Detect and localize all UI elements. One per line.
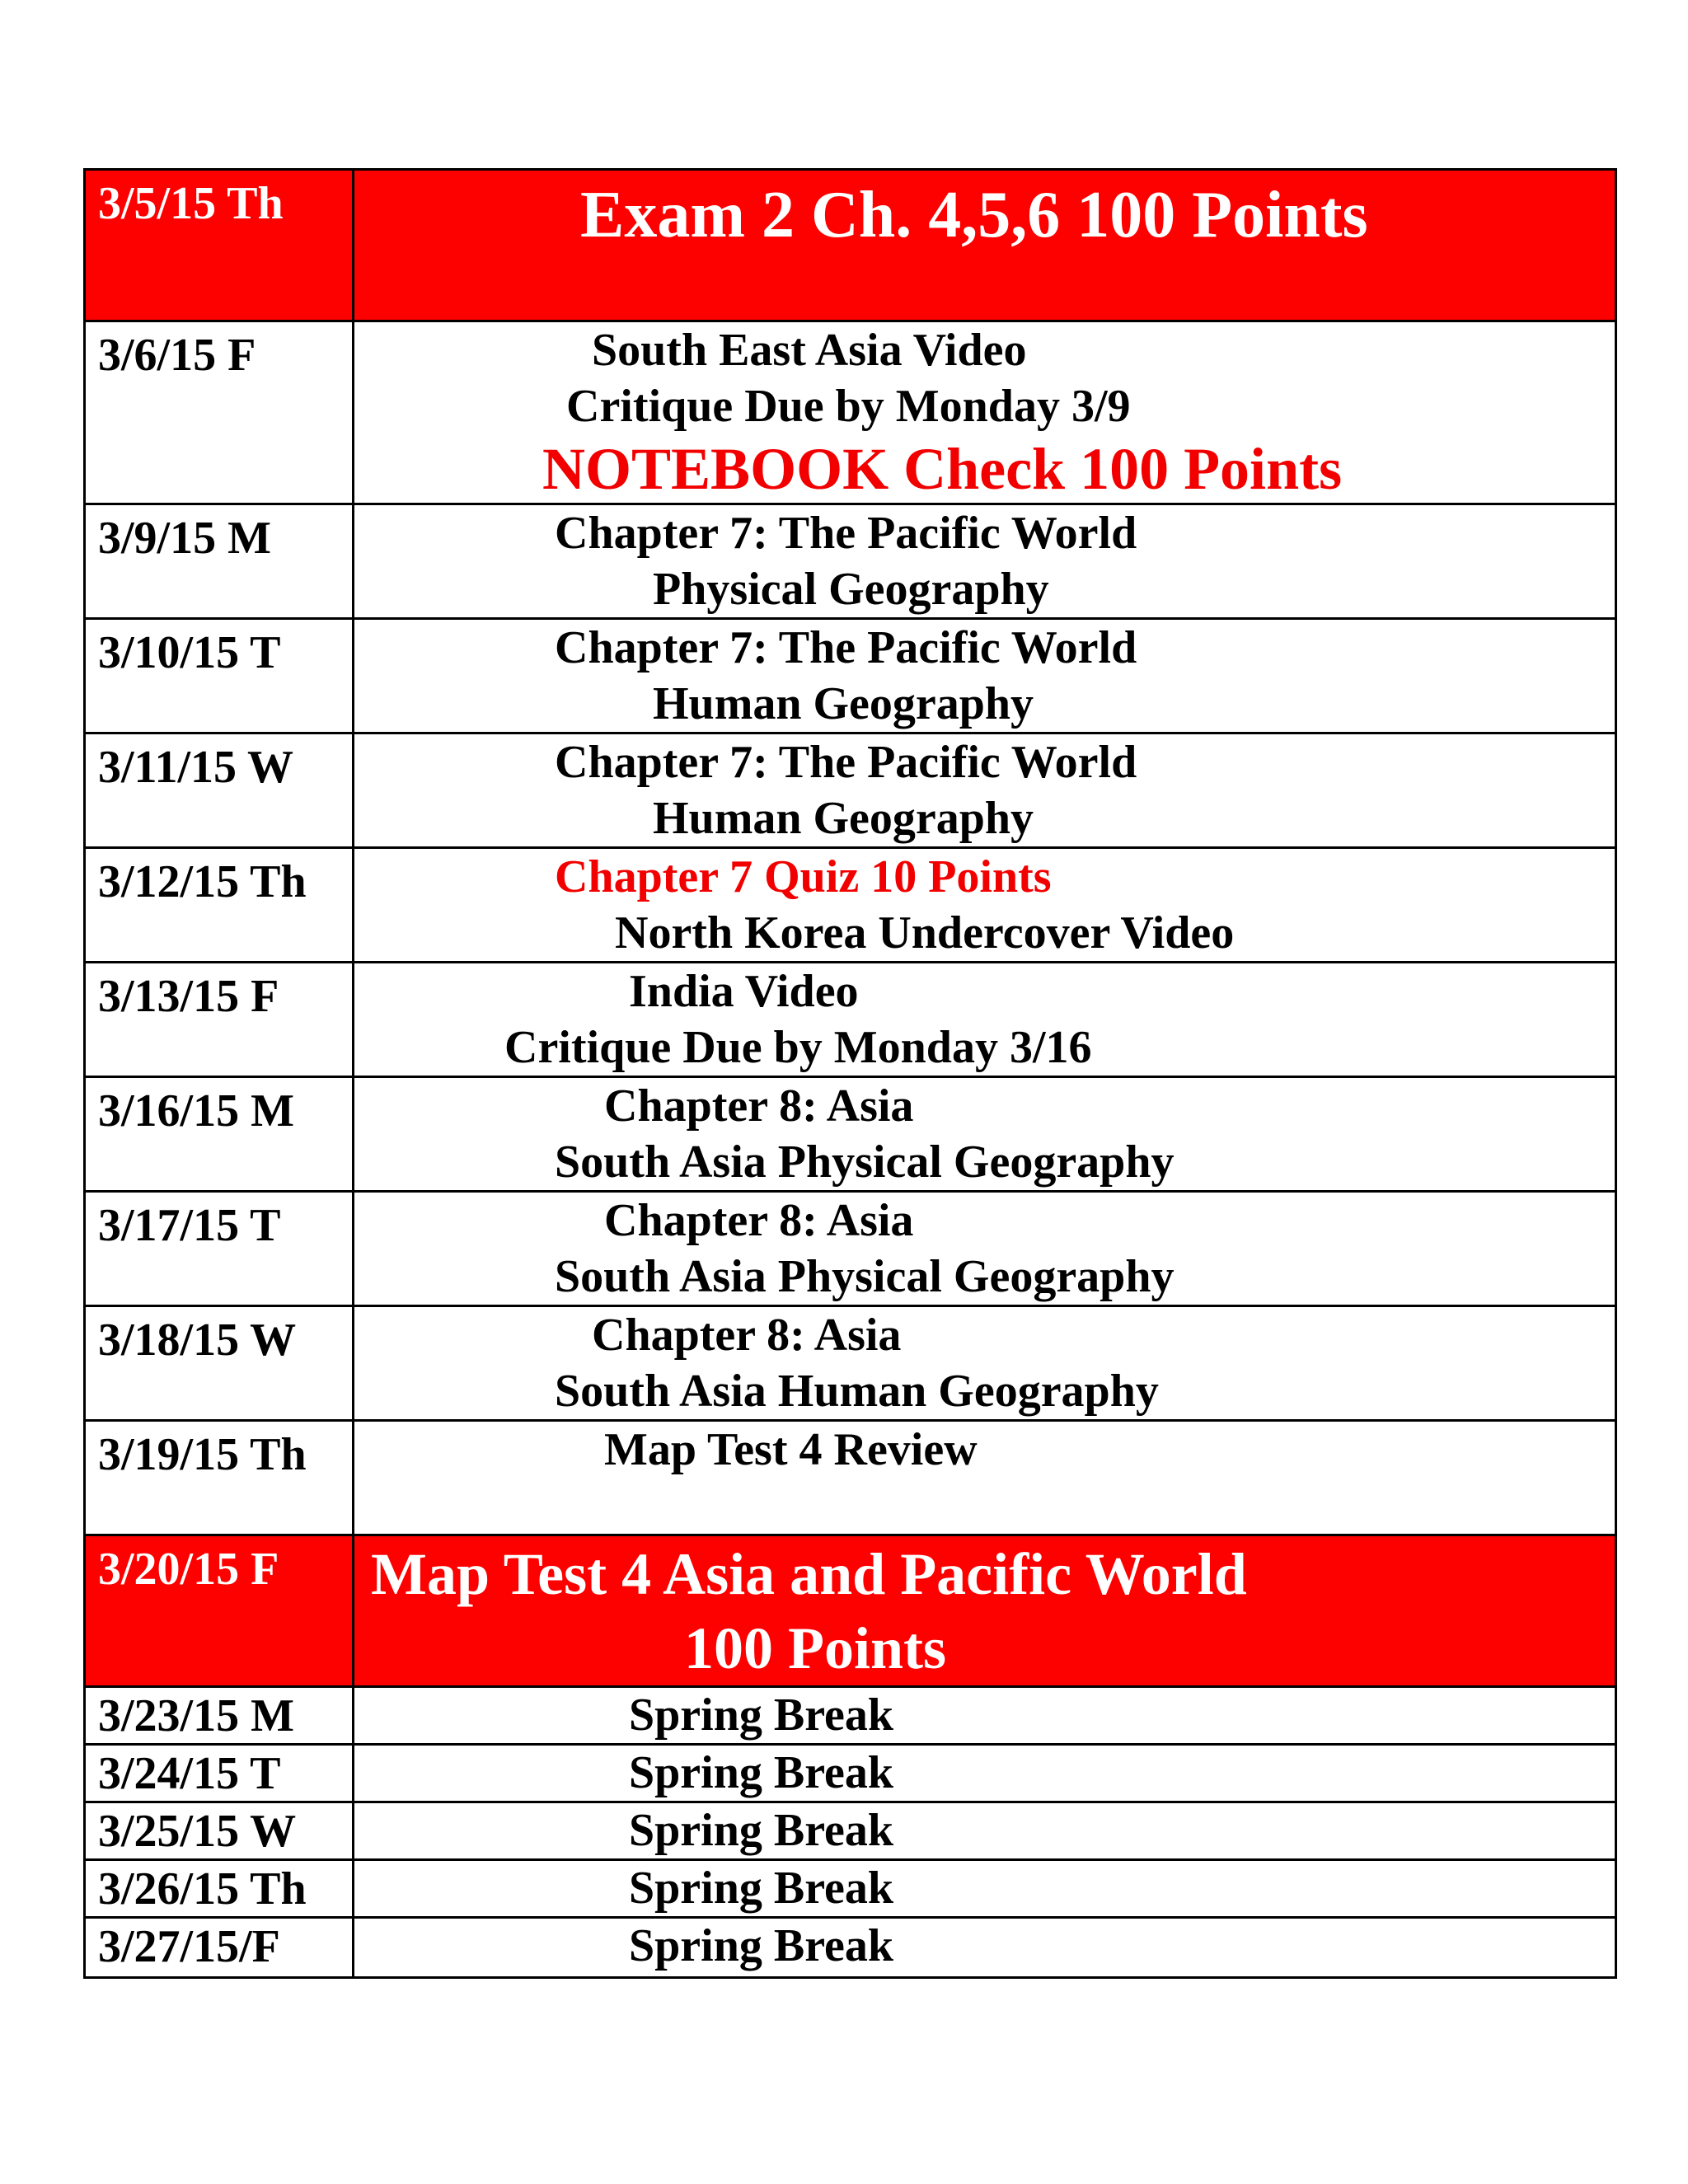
table-row-exam-2 (86, 171, 1615, 322)
content-cell (354, 1919, 1615, 1976)
content-cell (354, 1307, 1615, 1419)
date-cell: 3/18/15 W (86, 1307, 354, 1419)
content-cell (354, 505, 1615, 617)
table-row (86, 322, 1615, 505)
date-cell: 3/9/15 M (86, 505, 354, 617)
entry-line: Spring Break (629, 1690, 894, 1741)
table-row (86, 1803, 1615, 1861)
entry-line: North Korea Undercover Video (615, 907, 1235, 958)
map-test-points: 100 Points (684, 1615, 947, 1681)
date-cell: 3/17/15 T (86, 1193, 354, 1305)
entry-line: South East Asia Video (592, 325, 1027, 376)
entry-line: Physical Geography (653, 564, 1049, 615)
date-cell: 3/24/15 T (86, 1746, 354, 1801)
content-cell (354, 1861, 1615, 1916)
date-cell: 3/20/15 F (86, 1536, 354, 1685)
table-row (86, 1307, 1615, 1422)
table-row (86, 1919, 1615, 1976)
table-row (86, 1746, 1615, 1803)
table-row-map-test-4 (86, 1536, 1615, 1688)
content-cell (354, 1422, 1615, 1534)
date-cell: 3/13/15 F (86, 963, 354, 1076)
entry-line: Chapter 8: Asia (604, 1195, 914, 1246)
map-test-title: Map Test 4 Asia and Pacific World (371, 1541, 1247, 1607)
entry-line: Chapter 7: The Pacific World (555, 622, 1137, 673)
table-row (86, 1193, 1615, 1307)
entry-line: Chapter 7: The Pacific World (555, 508, 1137, 559)
content-cell (354, 620, 1615, 732)
content-cell (354, 322, 1615, 503)
date-cell: 3/10/15 T (86, 620, 354, 732)
content-cell (354, 1078, 1615, 1190)
entry-line: Chapter 8: Asia (592, 1310, 902, 1361)
date-cell: 3/11/15 W (86, 734, 354, 846)
exam-title: Exam 2 Ch. 4,5,6 100 Points (580, 179, 1368, 251)
date-cell: 3/6/15 F (86, 322, 354, 503)
entry-line: Human Geography (653, 678, 1034, 729)
date-cell: 3/25/15 W (86, 1803, 354, 1858)
date-cell: 3/12/15 Th (86, 849, 354, 961)
table-row (86, 1422, 1615, 1536)
entry-line: Spring Break (629, 1863, 894, 1914)
date-cell: 3/5/15 Th (86, 171, 354, 320)
content-cell (354, 734, 1615, 846)
entry-line: Spring Break (629, 1920, 894, 1971)
entry-line: Map Test 4 Review (604, 1424, 978, 1475)
table-row (86, 734, 1615, 849)
entry-line: Chapter 7: The Pacific World (555, 737, 1137, 788)
entry-line: South Asia Physical Geography (555, 1251, 1175, 1302)
schedule-table (83, 168, 1617, 1979)
entry-line: Chapter 8: Asia (604, 1080, 914, 1132)
entry-line: Critique Due by Monday 3/16 (504, 1022, 1092, 1073)
content-cell (354, 849, 1615, 961)
entry-line: South Asia Human Geography (555, 1366, 1159, 1417)
quiz-line: Chapter 7 Quiz 10 Points (555, 851, 1052, 902)
content-cell (354, 963, 1615, 1076)
table-row (86, 849, 1615, 963)
table-row (86, 620, 1615, 734)
entry-line: Human Geography (653, 793, 1034, 844)
content-cell (354, 1746, 1615, 1801)
table-row (86, 1078, 1615, 1193)
date-cell: 3/27/15/F (86, 1919, 354, 1976)
table-row (86, 1861, 1615, 1919)
date-cell: 3/23/15 M (86, 1688, 354, 1743)
content-cell (354, 1803, 1615, 1858)
content-cell (354, 1688, 1615, 1743)
content-cell (354, 171, 1615, 320)
content-cell (354, 1536, 1615, 1685)
entry-line: Spring Break (629, 1805, 894, 1856)
notebook-check: NOTEBOOK Check 100 Points (542, 436, 1343, 502)
entry-line: Critique Due by Monday 3/9 (566, 381, 1131, 432)
date-cell: 3/19/15 Th (86, 1422, 354, 1534)
table-row (86, 505, 1615, 620)
entry-line: South Asia Physical Geography (555, 1137, 1175, 1188)
table-row (86, 963, 1615, 1078)
date-cell: 3/16/15 M (86, 1078, 354, 1190)
date-cell: 3/26/15 Th (86, 1861, 354, 1916)
table-row (86, 1688, 1615, 1746)
entry-line: India Video (629, 966, 859, 1017)
content-cell (354, 1193, 1615, 1305)
entry-line: Spring Break (629, 1747, 894, 1798)
